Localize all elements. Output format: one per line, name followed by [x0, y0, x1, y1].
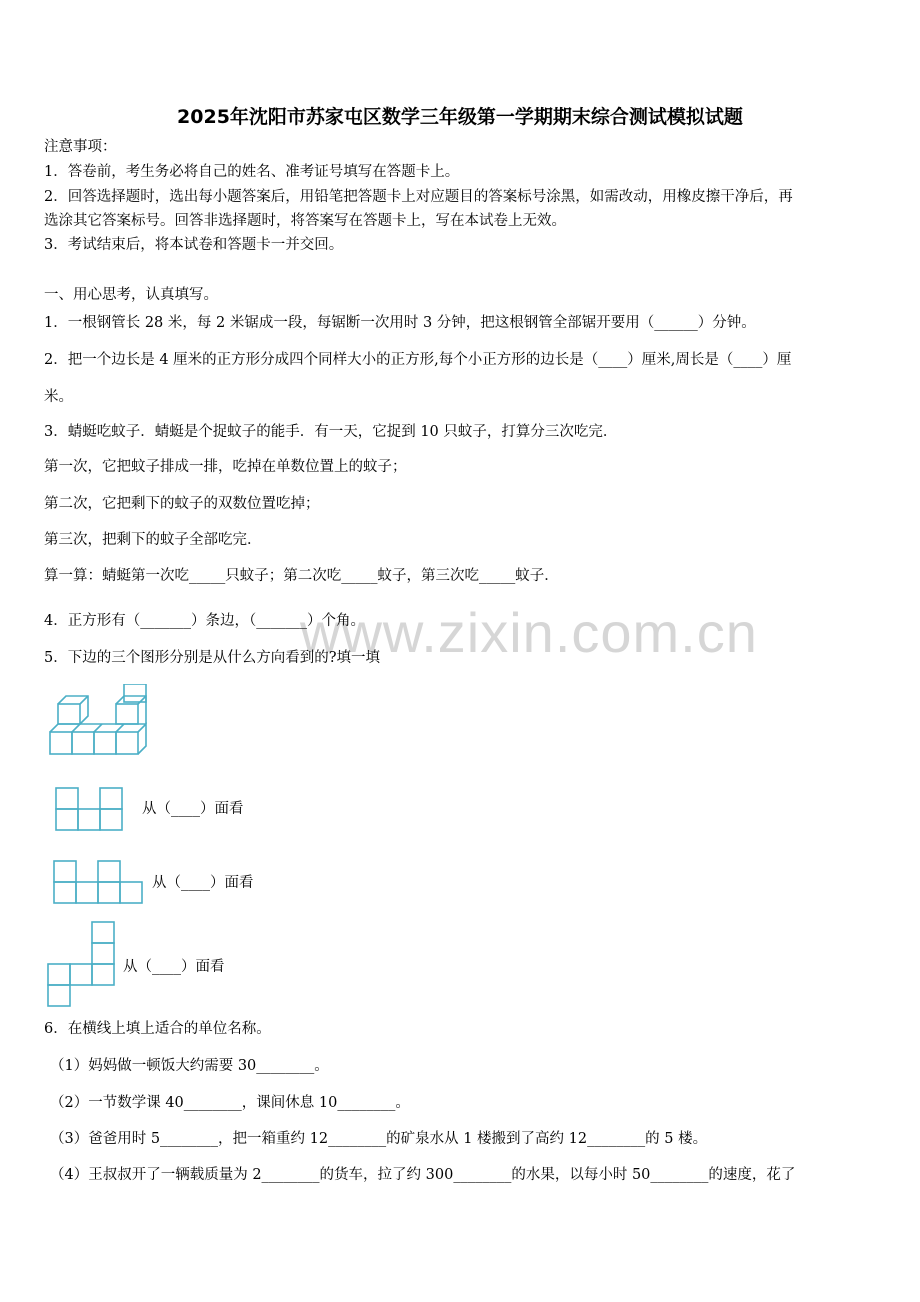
note-1: 1．答卷前，考生务必将自己的姓名、准考证号填写在答题卡上。 [44, 164, 460, 180]
view-3-figure [46, 920, 118, 1008]
question-4: 4．正方形有（_______）条边，（_______）个角。 [44, 613, 365, 629]
view-1-caption: 从（____）面看 [142, 801, 244, 817]
question-2-line-2: 米。 [44, 389, 73, 405]
page-title: 2025年沈阳市苏家屯区数学三年级第一学期期末综合测试模拟试题 [177, 106, 743, 128]
view-3-caption: 从（____）面看 [123, 959, 225, 975]
view-2-figure [52, 859, 144, 905]
question-2-line-1: 2．把一个边长是 4 厘米的正方形分成四个同样大小的正方形,每个小正方形的边长是（____）厘米,周长是（____）厘 [44, 352, 792, 368]
question-3-calc: 算一算：蜻蜓第一次吃_____只蚊子；第二次吃_____蚊子，第三次吃_____蚊子． [44, 568, 559, 584]
watermark: www.zixin.com.cn [300, 601, 758, 664]
note-2-line-2: 选涂其它答案标号。回答非选择题时，将答案写在答题卡上，写在本试卷上无效。 [44, 213, 566, 229]
notes-heading: 注意事项： [44, 139, 117, 155]
question-1: 1．一根钢管长 28 米，每 2 米锯成一段，每锯断一次用时 3 分钟，把这根钢管全部锯开要用（______）分钟。 [44, 315, 756, 331]
note-3: 3．考试结束后，将本试卷和答题卡一并交回。 [44, 237, 344, 253]
question-6: 6．在横线上填上适合的单位名称。 [44, 1021, 271, 1037]
question-6-part-4: （4）王叔叔开了一辆载质量为 2________的货车，拉了约 300________的水果，以每小时 50________的速度，花了 [50, 1167, 796, 1183]
question-3-second: 第二次，它把剩下的蚊子的双数位置吃掉； [44, 496, 320, 512]
question-5: 5．下边的三个图形分别是从什么方向看到的?填一填 [44, 650, 380, 666]
question-3-intro: 3．蜻蜓吃蚊子．蜻蜓是个捉蚊子的能手．有一天，它捉到 10 只蚊子，打算分三次吃完． [44, 424, 618, 440]
question-3-third: 第三次，把剩下的蚊子全部吃完． [44, 532, 262, 548]
section-heading: 一、用心思考，认真填写。 [44, 287, 218, 303]
note-2-line-1: 2．回答选择题时，选出每小题答案后，用铅笔把答题卡上对应题目的答案标号涂黑，如需改动，用橡皮擦干净后，再 [44, 189, 793, 205]
question-6-part-1: （1）妈妈做一顿饭大约需要 30________。 [50, 1058, 329, 1074]
view-1-figure [54, 786, 126, 832]
view-2-caption: 从（____）面看 [152, 875, 254, 891]
cube-stack-figure [46, 684, 148, 758]
question-6-part-3: （3）爸爸用时 5________，把一箱重约 12________的矿泉水从 1 楼搬到了高约 12________的 5 楼。 [50, 1131, 708, 1147]
question-6-part-2: （2）一节数学课 40________，课间休息 10________。 [50, 1095, 410, 1111]
question-3-first: 第一次，它把蚊子排成一排，吃掉在单数位置上的蚊子； [44, 459, 407, 475]
